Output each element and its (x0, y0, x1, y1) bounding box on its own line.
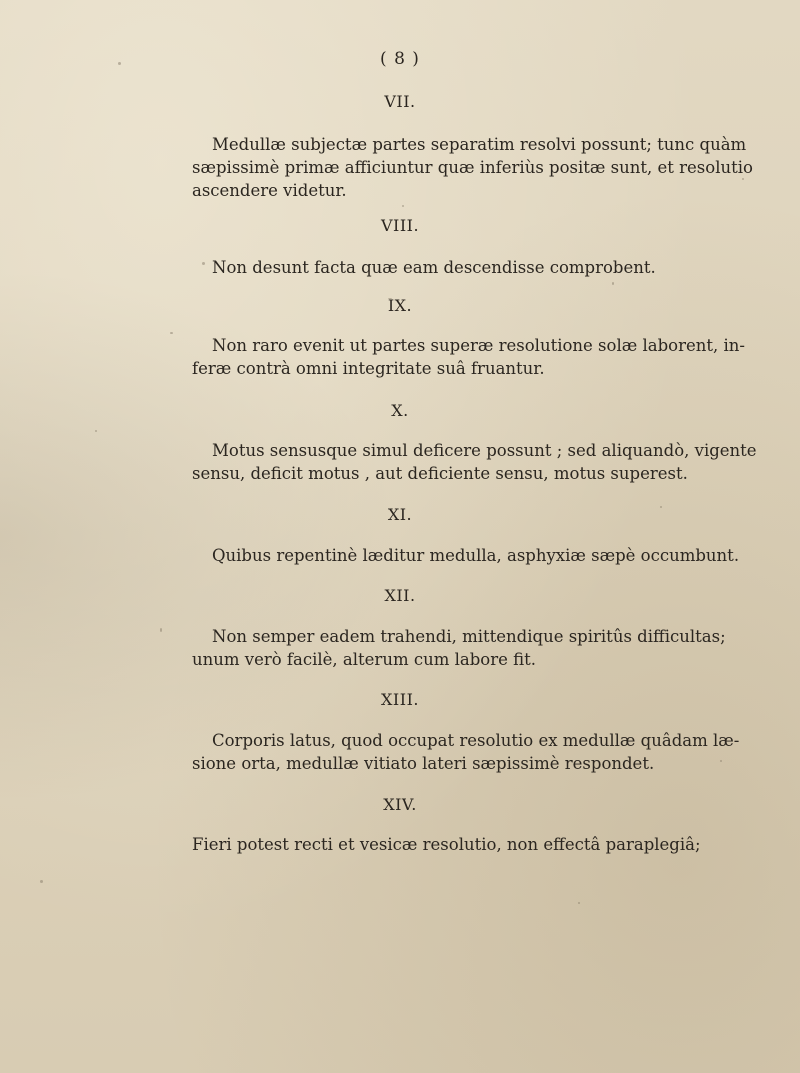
section-heading: XIII. (381, 690, 419, 709)
paper-speck (170, 332, 173, 334)
section-paragraph (192, 729, 740, 775)
paragraph-line: ascendere videtur. (192, 181, 347, 200)
section-heading: XIV. (383, 795, 417, 814)
paragraph-line: sione orta, medullæ vitiato lateri sæpissimè respondet. (192, 754, 655, 773)
paper-speck (578, 902, 580, 904)
page-number: ( 8 ) (380, 49, 420, 69)
section-paragraph (192, 544, 740, 567)
paper-speck (402, 205, 404, 207)
section-paragraph (192, 439, 757, 485)
paragraph-line: unum verò facilè, alterum cum labore fit. (192, 650, 536, 669)
paragraph-line: Corporis latus, quod occupat resolutio ex medullæ quâdam læ- (212, 731, 740, 750)
section-heading: VIII. (380, 216, 420, 235)
paper-speck (160, 628, 162, 632)
paragraph-line: Non desunt facta quæ eam descendisse comprobent. (212, 258, 656, 277)
section-heading: IX. (387, 296, 413, 315)
section-paragraph (192, 833, 712, 856)
section-heading: XI. (387, 505, 413, 524)
paragraph-line: Non raro evenit ut partes superæ resolutione solæ laborent, in- (212, 336, 745, 355)
section-paragraph (192, 256, 712, 279)
paragraph-line: Non semper eadem trahendi, mittendique spiritûs difficultas; (212, 627, 726, 646)
section-paragraph (192, 625, 726, 671)
section-heading: XII. (384, 586, 416, 605)
paragraph-line: Fieri potest recti et vesicæ resolutio, non effectâ paraplegiâ; (192, 835, 701, 854)
paragraph-line: sæpissimè primæ afficiuntur quæ inferiùs positæ sunt, et resolutio (192, 158, 753, 177)
section-heading: X. (391, 401, 409, 420)
paper-speck (95, 430, 97, 432)
paragraph-line: Quibus repentinè læditur medulla, asphyxiæ sæpè occumbunt. (212, 546, 740, 565)
paper-speck (40, 880, 43, 883)
paper-speck (742, 178, 744, 180)
paper-speck (720, 760, 722, 762)
paragraph-line: sensu, deficit motus , aut deficiente sensu, motus superest. (192, 464, 688, 483)
section-paragraph (192, 334, 745, 380)
section-heading: VII. (384, 92, 416, 111)
paper-speck (612, 282, 614, 285)
paragraph-line: Medullæ subjectæ partes separatim resolvi possunt; tunc quàm (212, 135, 747, 154)
paragraph-line: Motus sensusque simul deficere possunt ; sed aliquandò, vigente (212, 441, 757, 460)
section-paragraph (192, 133, 753, 202)
paragraph-line: feræ contrà omni integritate suâ fruantur. (192, 359, 545, 378)
